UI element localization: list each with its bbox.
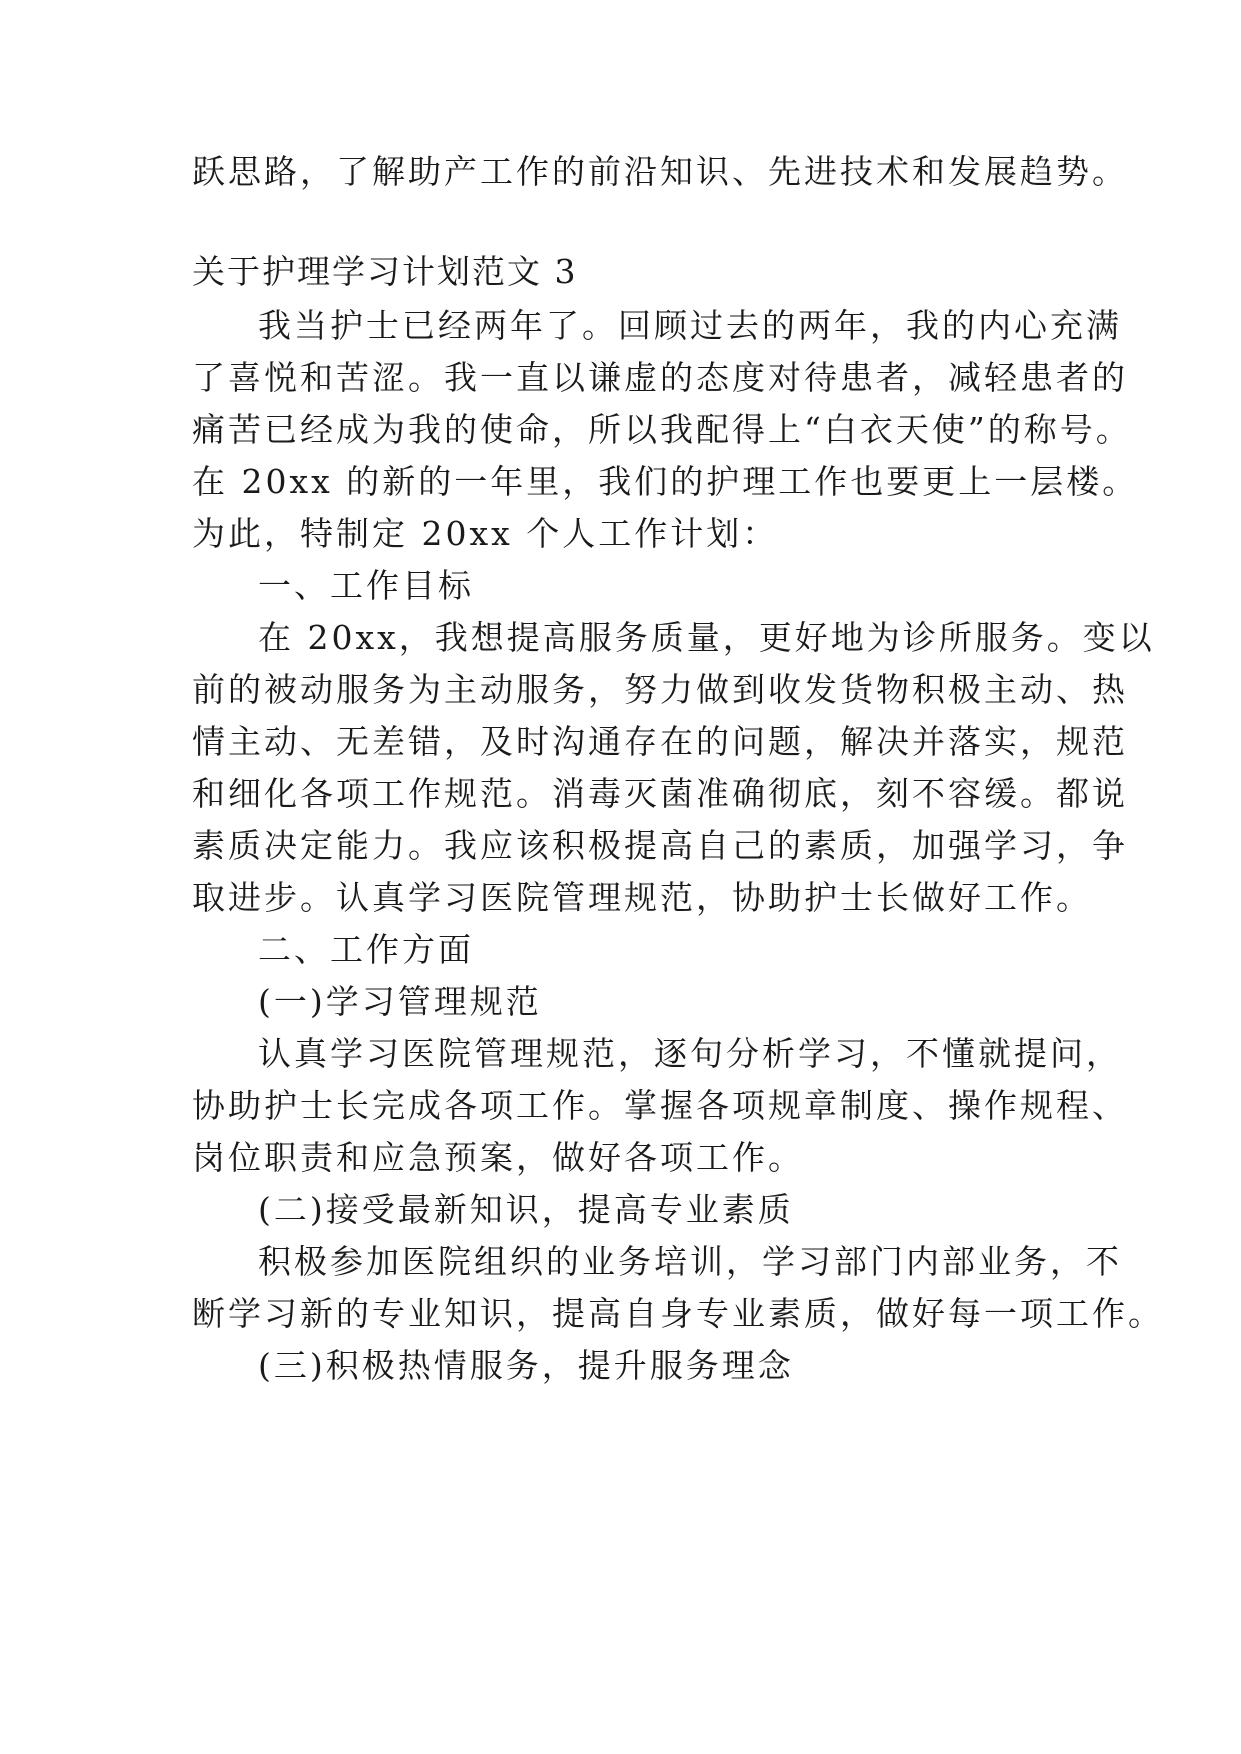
paragraph-line: 前的被动服务为主动服务，努力做到收发货物积极主动、热: [192, 670, 1128, 709]
paragraph-line: 跃思路，了解助产工作的前沿知识、先进技术和发展趋势。: [192, 152, 1128, 191]
paragraph-line: 协助护士长完成各项工作。掌握各项规章制度、操作规程、: [192, 1086, 1128, 1125]
paragraph-line: 岗位职责和应急预案，做好各项工作。: [192, 1138, 804, 1177]
heading-line: (一)学习管理规范: [258, 982, 542, 1021]
paragraph-line: 为此，特制定 20xx 个人工作计划：: [192, 514, 779, 553]
paragraph-line: 痛苦已经成为我的使命，所以我配得上“白衣天使”的称号。: [192, 410, 1132, 449]
paragraph-line: 认真学习医院管理规范，逐句分析学习，不懂就提问，: [258, 1034, 1122, 1073]
paragraph-line: 取进步。认真学习医院管理规范，协助护士长做好工作。: [192, 878, 1092, 917]
paragraph-line: 我当护士已经两年了。回顾过去的两年，我的内心充满: [258, 306, 1122, 345]
paragraph-line: 断学习新的专业知识，提高自身专业素质，做好每一项工作。: [192, 1294, 1164, 1333]
paragraph-line: 了喜悦和苦涩。我一直以谦虚的态度对待患者，减轻患者的: [192, 358, 1128, 397]
paragraph-line: 在 20xx，我想提高服务质量，更好地为诊所服务。变以: [258, 618, 1155, 657]
heading-line: (三)积极热情服务，提升服务理念: [258, 1346, 794, 1385]
paragraph-line: 情主动、无差错，及时沟通存在的问题，解决并落实，规范: [192, 722, 1128, 761]
heading-line: (二)接受最新知识，提高专业素质: [258, 1190, 794, 1229]
heading-line: 二、工作方面: [258, 930, 474, 969]
paragraph-line: 素质决定能力。我应该积极提高自己的素质，加强学习，争: [192, 826, 1128, 865]
paragraph-line: 积极参加医院组织的业务培训，学习部门内部业务，不: [258, 1242, 1122, 1281]
paragraph-line: 和细化各项工作规范。消毒灭菌准确彻底，刻不容缓。都说: [192, 774, 1128, 813]
heading-line: 一、工作目标: [258, 566, 474, 605]
paragraph-line: 在 20xx 的新的一年里，我们的护理工作也要更上一层楼。: [192, 462, 1139, 501]
section-title: 关于护理学习计划范文 3: [192, 252, 578, 291]
